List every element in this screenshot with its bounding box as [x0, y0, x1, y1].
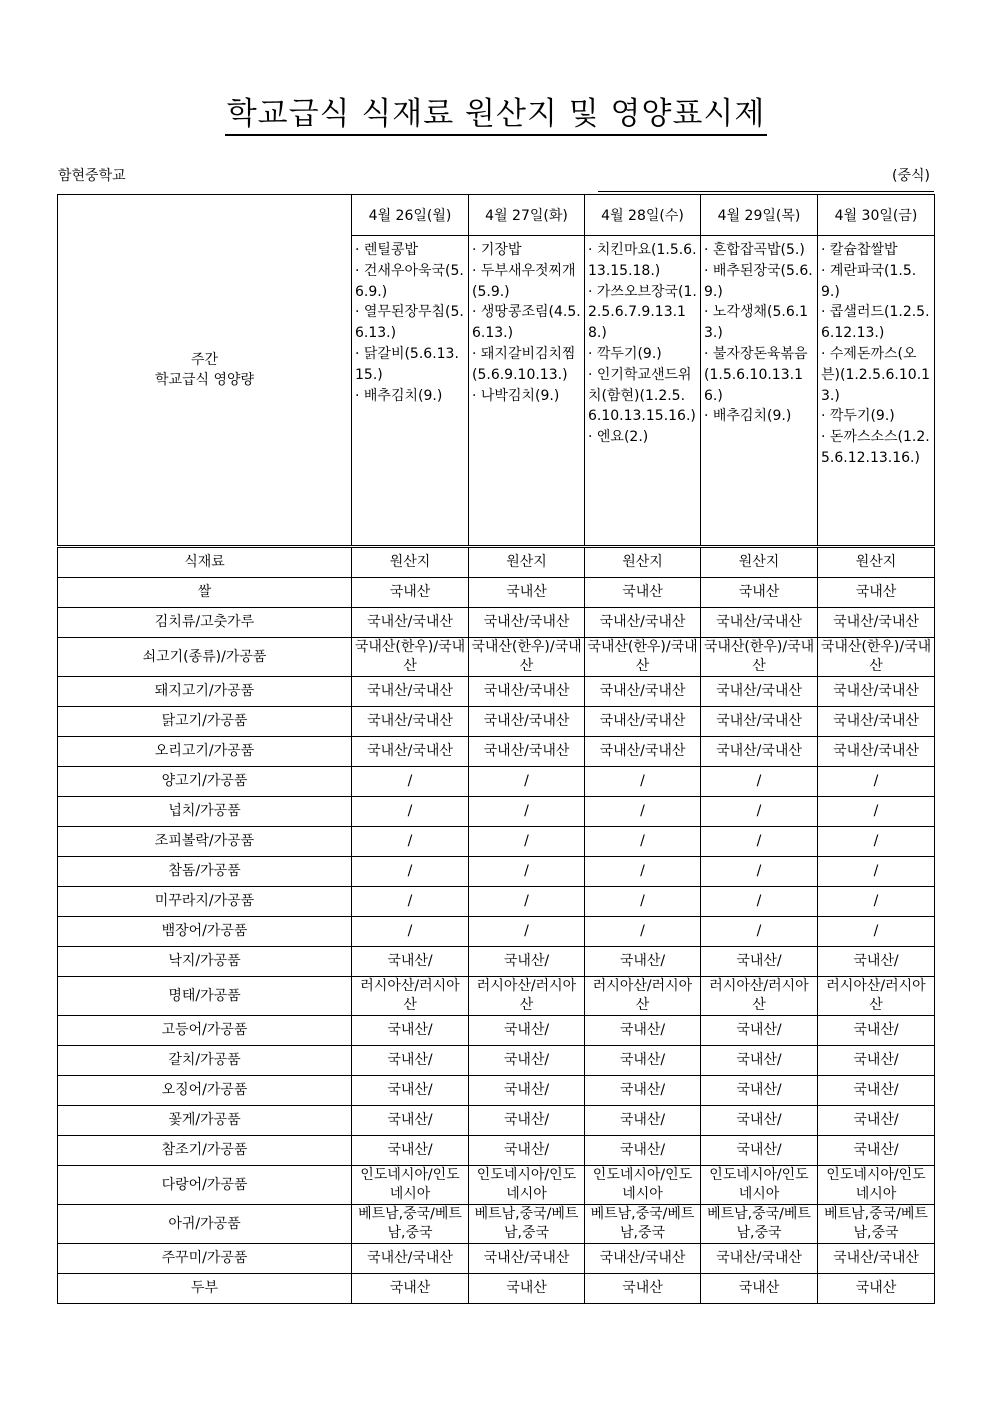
origin-row	[58, 887, 935, 917]
origin-value: 국내산/	[352, 1106, 469, 1136]
origin-value: /	[585, 887, 701, 917]
menu-item: · 배추된장국(5.6.9.)	[704, 262, 813, 300]
origin-value: 러시아산/러시아산	[818, 977, 935, 1016]
origin-value: 국내산/	[352, 947, 469, 977]
origin-value: 국내산/	[818, 947, 935, 977]
origin-row	[58, 1136, 935, 1166]
origin-row	[58, 767, 935, 797]
origin-value: 국내산/	[469, 1136, 585, 1166]
weekly-menu-table	[57, 194, 935, 546]
menu-item: · 깍두기(9.)	[588, 345, 662, 362]
ingredient-name: 넙치/가공품	[58, 797, 352, 827]
ingredient-name: 다랑어/가공품	[58, 1166, 352, 1205]
origin-value: 국내산/국내산	[469, 608, 585, 638]
origin-value: /	[585, 767, 701, 797]
origin-value: 러시아산/러시아산	[352, 977, 469, 1016]
origin-value: 인도네시아/인도네시아	[701, 1166, 818, 1205]
origin-value: 국내산(한우)/국내산	[701, 638, 818, 677]
date-header: 4월 28일(수)	[585, 195, 701, 236]
origin-value: 국내산/국내산	[701, 1244, 818, 1274]
origin-row	[58, 677, 935, 707]
origin-row	[58, 1076, 935, 1106]
origin-value: 러시아산/러시아산	[585, 977, 701, 1016]
origin-value: 국내산/국내산	[352, 1244, 469, 1274]
menu-item: · 열무된장무침(5.6.13.)	[355, 304, 464, 342]
origin-value: /	[352, 767, 469, 797]
origin-value: 국내산/	[469, 947, 585, 977]
origin-value: 러시아산/러시아산	[469, 977, 585, 1016]
origin-value: 원산지	[352, 547, 469, 578]
origin-value: 국내산/국내산	[352, 707, 469, 737]
menu-item: · 칼슘찹쌀밥	[821, 242, 898, 258]
origin-row	[58, 1274, 935, 1304]
origin-value: 국내산/국내산	[818, 707, 935, 737]
menu-cell	[469, 236, 585, 546]
ingredient-name: 미꾸라지/가공품	[58, 887, 352, 917]
origin-value: 국내산/	[352, 1136, 469, 1166]
menu-item: · 배추김치(9.)	[355, 387, 443, 404]
origin-value: 국내산/국내산	[701, 737, 818, 767]
ingredient-name: 오징어/가공품	[58, 1076, 352, 1106]
origin-row	[58, 827, 935, 857]
origin-row	[58, 917, 935, 947]
nutrition-label: 학교급식 영양량	[154, 372, 255, 388]
origin-value: 국내산/국내산	[701, 608, 818, 638]
origin-value: 국내산/	[469, 1076, 585, 1106]
ingredient-name: 쌀	[58, 578, 352, 608]
origin-value: 국내산/국내산	[701, 707, 818, 737]
origin-value: 국내산/	[585, 1016, 701, 1046]
origin-value: 러시아산/러시아산	[701, 977, 818, 1016]
origin-value: 국내산	[585, 578, 701, 608]
origin-value: /	[818, 767, 935, 797]
origin-value: /	[469, 767, 585, 797]
origin-value: 국내산/	[585, 1136, 701, 1166]
ingredient-name: 낙지/가공품	[58, 947, 352, 977]
origin-value: /	[352, 827, 469, 857]
menu-item: · 닭갈비(5.6.13.15.)	[355, 345, 459, 383]
origin-value: 국내산/국내산	[585, 737, 701, 767]
divider	[598, 191, 934, 192]
origin-value: 국내산/	[818, 1076, 935, 1106]
origin-value: 국내산/	[818, 1136, 935, 1166]
ingredient-name: 김치류/고춧가루	[58, 608, 352, 638]
ingredient-name: 고등어/가공품	[58, 1016, 352, 1046]
origin-value: 국내산/	[818, 1046, 935, 1076]
menu-item: · 가쓰오브장국(1.2.5.6.7.9.13.18.)	[588, 283, 697, 342]
origin-value: /	[469, 827, 585, 857]
origin-value: 국내산/	[701, 1076, 818, 1106]
menu-item: · 배추김치(9.)	[704, 408, 792, 425]
origin-row	[58, 857, 935, 887]
origin-value: 국내산	[352, 578, 469, 608]
origin-value: /	[701, 887, 818, 917]
origin-value: 국내산/국내산	[585, 608, 701, 638]
origin-value: 국내산/	[585, 1076, 701, 1106]
origin-value: 인도네시아/인도네시아	[585, 1166, 701, 1205]
ingredient-name: 명태/가공품	[58, 977, 352, 1016]
menu-item: · 수제돈까스(오븐)(1.2.5.6.10.13.)	[821, 345, 931, 404]
origin-value: 국내산	[469, 578, 585, 608]
origin-value: 국내산(한우)/국내산	[818, 638, 935, 677]
origin-value: 국내산(한우)/국내산	[352, 638, 469, 677]
ingredient-name: 닭고기/가공품	[58, 707, 352, 737]
origin-value: 국내산	[585, 1274, 701, 1304]
origin-value: /	[352, 887, 469, 917]
menu-item: · 노각생채(5.6.13.)	[704, 304, 809, 342]
school-name: 함현중학교	[58, 168, 126, 184]
menu-item: · 인기학교샌드위치(함현)(1.2.5.6.10.13.15.16.)	[588, 366, 696, 425]
menu-cell	[818, 236, 935, 546]
date-header: 4월 30일(금)	[818, 195, 935, 236]
origin-value: /	[701, 767, 818, 797]
origin-value: 베트남,중국/베트남,중국	[352, 1205, 469, 1244]
origin-value: 국내산/국내산	[818, 677, 935, 707]
origin-value: 국내산(한우)/국내산	[585, 638, 701, 677]
origin-value: 국내산/	[818, 1106, 935, 1136]
origin-row	[58, 608, 935, 638]
origin-value: 국내산/	[701, 1106, 818, 1136]
origin-value: /	[818, 887, 935, 917]
origin-value: /	[701, 917, 818, 947]
origin-value: /	[469, 857, 585, 887]
ingredient-name: 아귀/가공품	[58, 1205, 352, 1244]
menu-item: · 기장밥	[472, 242, 522, 258]
origin-value: 국내산(한우)/국내산	[469, 638, 585, 677]
origin-value: /	[701, 827, 818, 857]
origin-value: /	[585, 917, 701, 947]
ingredient-name: 참조기/가공품	[58, 1136, 352, 1166]
origin-value: 인도네시아/인도네시아	[469, 1166, 585, 1205]
ingredient-name: 참돔/가공품	[58, 857, 352, 887]
origin-value: /	[585, 827, 701, 857]
origin-value: /	[818, 797, 935, 827]
menu-item: · 치킨마요(1.5.6.13.15.18.)	[588, 242, 697, 279]
menu-item: · 나박김치(9.)	[472, 387, 560, 404]
menu-item: · 돈까스소스(1.2.5.6.12.13.16.)	[821, 429, 930, 466]
origin-value: 국내산	[352, 1274, 469, 1304]
origin-value: 국내산/	[701, 1016, 818, 1046]
origin-value: 국내산	[701, 578, 818, 608]
page-title: 학교급식 식재료 원산지 및 영양표시제	[0, 88, 992, 133]
origin-value: 국내산/	[585, 947, 701, 977]
origin-row	[58, 947, 935, 977]
menu-cell	[585, 236, 701, 546]
origin-value: 국내산/	[701, 947, 818, 977]
origin-value: 베트남,중국/베트남,중국	[585, 1205, 701, 1244]
origin-value: /	[352, 857, 469, 887]
origin-value: /	[818, 917, 935, 947]
origin-value: /	[818, 827, 935, 857]
ingredient-name: 오리고기/가공품	[58, 737, 352, 767]
menu-item: · 렌틸콩밥	[355, 242, 418, 258]
ingredient-name: 꽃게/가공품	[58, 1106, 352, 1136]
menu-item: · 불자장돈육볶음(1.5.6.10.13.16.)	[704, 345, 808, 404]
origin-value: 국내산/	[352, 1046, 469, 1076]
origin-value: 국내산/국내산	[701, 677, 818, 707]
ingredient-name: 갈치/가공품	[58, 1046, 352, 1076]
origin-value: 국내산/국내산	[585, 1244, 701, 1274]
origin-value: 국내산/국내산	[818, 608, 935, 638]
ingredient-name: 쇠고기(종류)/가공품	[58, 638, 352, 677]
menu-item: · 엔요(2.)	[588, 429, 649, 446]
origin-value: 베트남,중국/베트남,중국	[818, 1205, 935, 1244]
date-header: 4월 27일(화)	[469, 195, 585, 236]
origin-value: /	[818, 857, 935, 887]
menu-item: · 두부새우젓찌개(5.9.)	[472, 262, 576, 300]
ingredient-name: 두부	[58, 1274, 352, 1304]
menu-item: · 계란파국(1.5.9.)	[821, 262, 917, 300]
menu-item: · 생땅콩조림(4.5.6.13.)	[472, 304, 581, 342]
origin-value: 인도네시아/인도네시아	[352, 1166, 469, 1205]
origin-value: 원산지	[701, 547, 818, 578]
origin-row	[58, 1205, 935, 1244]
origin-row	[58, 737, 935, 767]
origin-value: 국내산/	[701, 1046, 818, 1076]
origin-value: /	[352, 797, 469, 827]
ingredient-name: 조피볼락/가공품	[58, 827, 352, 857]
menu-item: · 건새우아욱국(5.6.9.)	[355, 262, 464, 300]
origin-value: 국내산/국내산	[469, 707, 585, 737]
origin-row	[58, 547, 935, 578]
origin-row	[58, 1046, 935, 1076]
origin-value: 국내산/	[352, 1016, 469, 1046]
origin-row	[58, 797, 935, 827]
origin-value: 국내산/국내산	[352, 677, 469, 707]
origin-value: 국내산	[701, 1274, 818, 1304]
origin-value: 국내산/	[585, 1046, 701, 1076]
origin-value: /	[585, 797, 701, 827]
weekly-nutrition-label	[58, 195, 352, 546]
origin-value: 국내산/국내산	[352, 608, 469, 638]
date-header: 4월 29일(목)	[701, 195, 818, 236]
menu-cell	[701, 236, 818, 546]
date-row	[58, 195, 935, 236]
origin-value: /	[585, 857, 701, 887]
origin-value: 국내산/	[352, 1076, 469, 1106]
menu-item: · 콥샐러드(1.2.5.6.12.13.)	[821, 304, 930, 342]
ingredient-name: 양고기/가공품	[58, 767, 352, 797]
origin-value: 베트남,중국/베트남,중국	[701, 1205, 818, 1244]
origin-value: 국내산/	[701, 1136, 818, 1166]
origin-value: 인도네시아/인도네시아	[818, 1166, 935, 1205]
origin-value: 국내산/	[818, 1016, 935, 1046]
origin-value: 국내산/국내산	[469, 677, 585, 707]
origin-row	[58, 638, 935, 677]
origin-value: 국내산/	[469, 1016, 585, 1046]
origin-value: /	[469, 797, 585, 827]
origin-value: 국내산/국내산	[469, 1244, 585, 1274]
origin-value: 원산지	[469, 547, 585, 578]
origin-value: 국내산/국내산	[585, 707, 701, 737]
origin-row	[58, 1016, 935, 1046]
origin-value: 국내산/	[585, 1106, 701, 1136]
origin-value: 베트남,중국/베트남,중국	[469, 1205, 585, 1244]
origin-row	[58, 977, 935, 1016]
ingredient-name: 뱀장어/가공품	[58, 917, 352, 947]
origin-value: 국내산/국내산	[469, 737, 585, 767]
menu-item: · 깍두기(9.)	[821, 408, 895, 425]
origin-value: 국내산/국내산	[585, 677, 701, 707]
menu-cell	[352, 236, 469, 546]
weekly-label: 주간	[190, 352, 219, 368]
origin-table	[57, 545, 935, 1304]
date-header: 4월 26일(월)	[352, 195, 469, 236]
ingredient-name: 식재료	[58, 547, 352, 578]
menu-item: · 혼합잡곡밥(5.)	[704, 242, 805, 258]
origin-row	[58, 578, 935, 608]
origin-value: 국내산	[818, 1274, 935, 1304]
origin-value: 국내산	[818, 578, 935, 608]
origin-value: /	[701, 797, 818, 827]
origin-value: 국내산	[469, 1274, 585, 1304]
origin-value: 국내산/	[469, 1106, 585, 1136]
origin-value: 원산지	[818, 547, 935, 578]
menu-item: · 돼지갈비김치찜(5.6.9.10.13.)	[472, 345, 576, 383]
origin-value: 국내산/	[469, 1046, 585, 1076]
origin-value: /	[469, 887, 585, 917]
origin-value: 국내산/국내산	[818, 1244, 935, 1274]
origin-value: /	[701, 857, 818, 887]
origin-value: 국내산/국내산	[818, 737, 935, 767]
meal-type: (중식)	[892, 168, 930, 184]
origin-row	[58, 1244, 935, 1274]
origin-value: /	[352, 917, 469, 947]
origin-row	[58, 1106, 935, 1136]
origin-value: /	[469, 917, 585, 947]
origin-value: 국내산/국내산	[352, 737, 469, 767]
origin-row	[58, 1166, 935, 1205]
origin-value: 원산지	[585, 547, 701, 578]
origin-row	[58, 707, 935, 737]
ingredient-name: 돼지고기/가공품	[58, 677, 352, 707]
ingredient-name: 주꾸미/가공품	[58, 1244, 352, 1274]
